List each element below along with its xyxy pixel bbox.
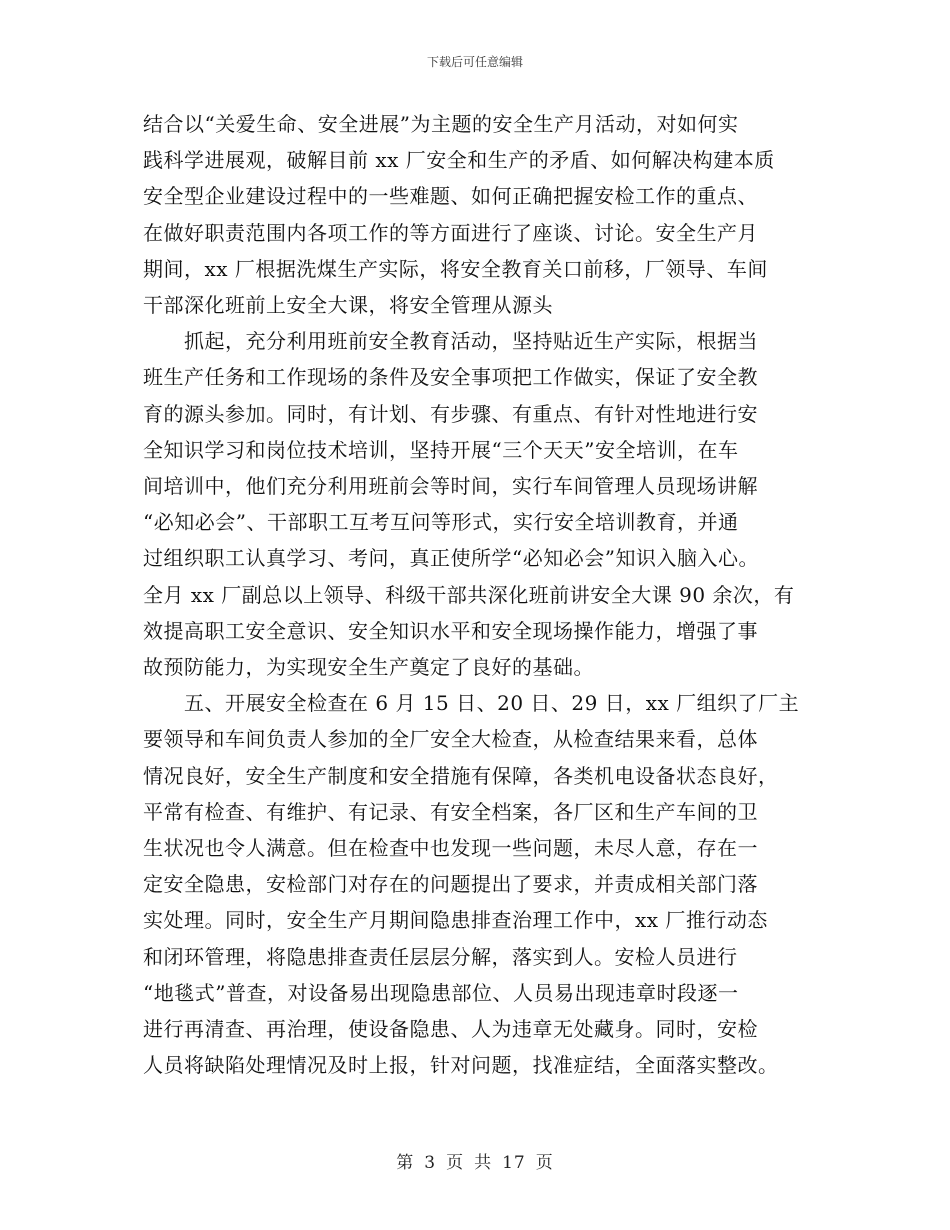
text-line: 进行再清查、再治理，使设备隐患、人为违章无处藏身。同时，安检 <box>143 1017 758 1042</box>
total-page-count: 17 <box>502 1153 526 1173</box>
current-page-number: 3 <box>424 1153 437 1173</box>
text-line: 情况良好，安全生产制度和安全措施有保障，各类机电设备状态良好， <box>143 763 779 788</box>
paragraph-2 <box>143 323 815 685</box>
text-line: 效提高职工安全意识、安全知识水平和安全现场操作能力，增强了事 <box>143 618 758 643</box>
text-line: 全月 xx 厂副总以上领导、科级干部共深化班前讲安全大课 90 余次，有 <box>143 582 795 607</box>
page-header <box>0 54 950 70</box>
text-line: 安全型企业建设过程中的一些难题、如何正确把握安检工作的重点、 <box>143 184 758 209</box>
text-line: “必知必会”、干部职工互考互问等形式，实行安全培训教育，并通 <box>143 510 739 535</box>
text-line: 五、开展安全检查在 6 月 15 日、20 日、29 日，xx 厂组织了厂主 <box>143 691 800 716</box>
text-line: 平常有检查、有维护、有记录、有安全档案，各厂区和生产车间的卫 <box>143 799 758 824</box>
footer-mid: 页 <box>446 1153 465 1173</box>
text-line: 干部深化班前上安全大课，将安全管理从源头 <box>143 293 553 318</box>
paragraph-3 <box>143 685 815 1083</box>
text-line: 故预防能力，为实现安全生产奠定了良好的基础。 <box>143 655 594 680</box>
text-line: 践科学进展观，破解目前 xx 厂安全和生产的矛盾、如何解决构建本质 <box>143 148 775 173</box>
text-line: 抓起，充分利用班前安全教育活动，坚持贴近生产实际，根据当 <box>143 329 758 354</box>
text-line: 过组织职工认真学习、考问，真正使所学“必知必会”知识入脑入心。 <box>143 546 759 571</box>
footer-of: 共 <box>474 1153 493 1173</box>
text-line: 和闭环管理，将隐患排查责任层层分解，落实到人。安检人员进行 <box>143 944 738 969</box>
text-line: 人员将缺陷处理情况及时上报，针对问题，找准症结，全面落实整改。 <box>143 1053 779 1078</box>
footer-prefix: 第 <box>396 1153 415 1173</box>
document-body <box>143 106 815 1083</box>
text-line: 班生产任务和工作现场的条件及安全事项把工作做实，保证了安全教 <box>143 365 758 390</box>
text-line: 在做好职责范围内各项工作的等方面进行了座谈、讨论。安全生产月 <box>143 220 758 245</box>
text-line: 全知识学习和岗位技术培训，坚持开展“三个天天”安全培训，在车 <box>143 437 739 462</box>
text-line: 实处理。同时，安全生产月期间隐患排查治理工作中，xx 厂推行动态 <box>143 908 768 933</box>
paragraph-1 <box>143 106 815 323</box>
footer-suffix: 页 <box>535 1153 554 1173</box>
text-line: “地毯式”普查，对设备易出现隐患部位、人员易出现违章时段逐一 <box>143 980 739 1005</box>
text-line: 生状况也令人满意。但在检查中也发现一些问题，未尽人意，存在一 <box>143 836 758 861</box>
text-line: 定安全隐患，安检部门对存在的问题提出了要求，并责成相关部门落 <box>143 872 758 897</box>
text-line: 要领导和车间负责人参加的全厂安全大检查，从检查结果来看，总体 <box>143 727 758 752</box>
header-note: 下载后可任意编辑 <box>426 55 523 69</box>
text-line: 结合以“关爱生命、安全进展”为主题的安全生产月活动，对如何实 <box>143 112 739 136</box>
text-line: 期间，xx 厂根据洗煤生产实际，将安全教育关口前移，厂领导、车间 <box>143 256 768 281</box>
page-number-footer <box>0 1152 950 1174</box>
text-line: 育的源头参加。同时，有计划、有步骤、有重点、有针对性地进行安 <box>143 401 758 426</box>
text-line: 间培训中，他们充分利用班前会等时间，实行车间管理人员现场讲解 <box>143 474 758 499</box>
